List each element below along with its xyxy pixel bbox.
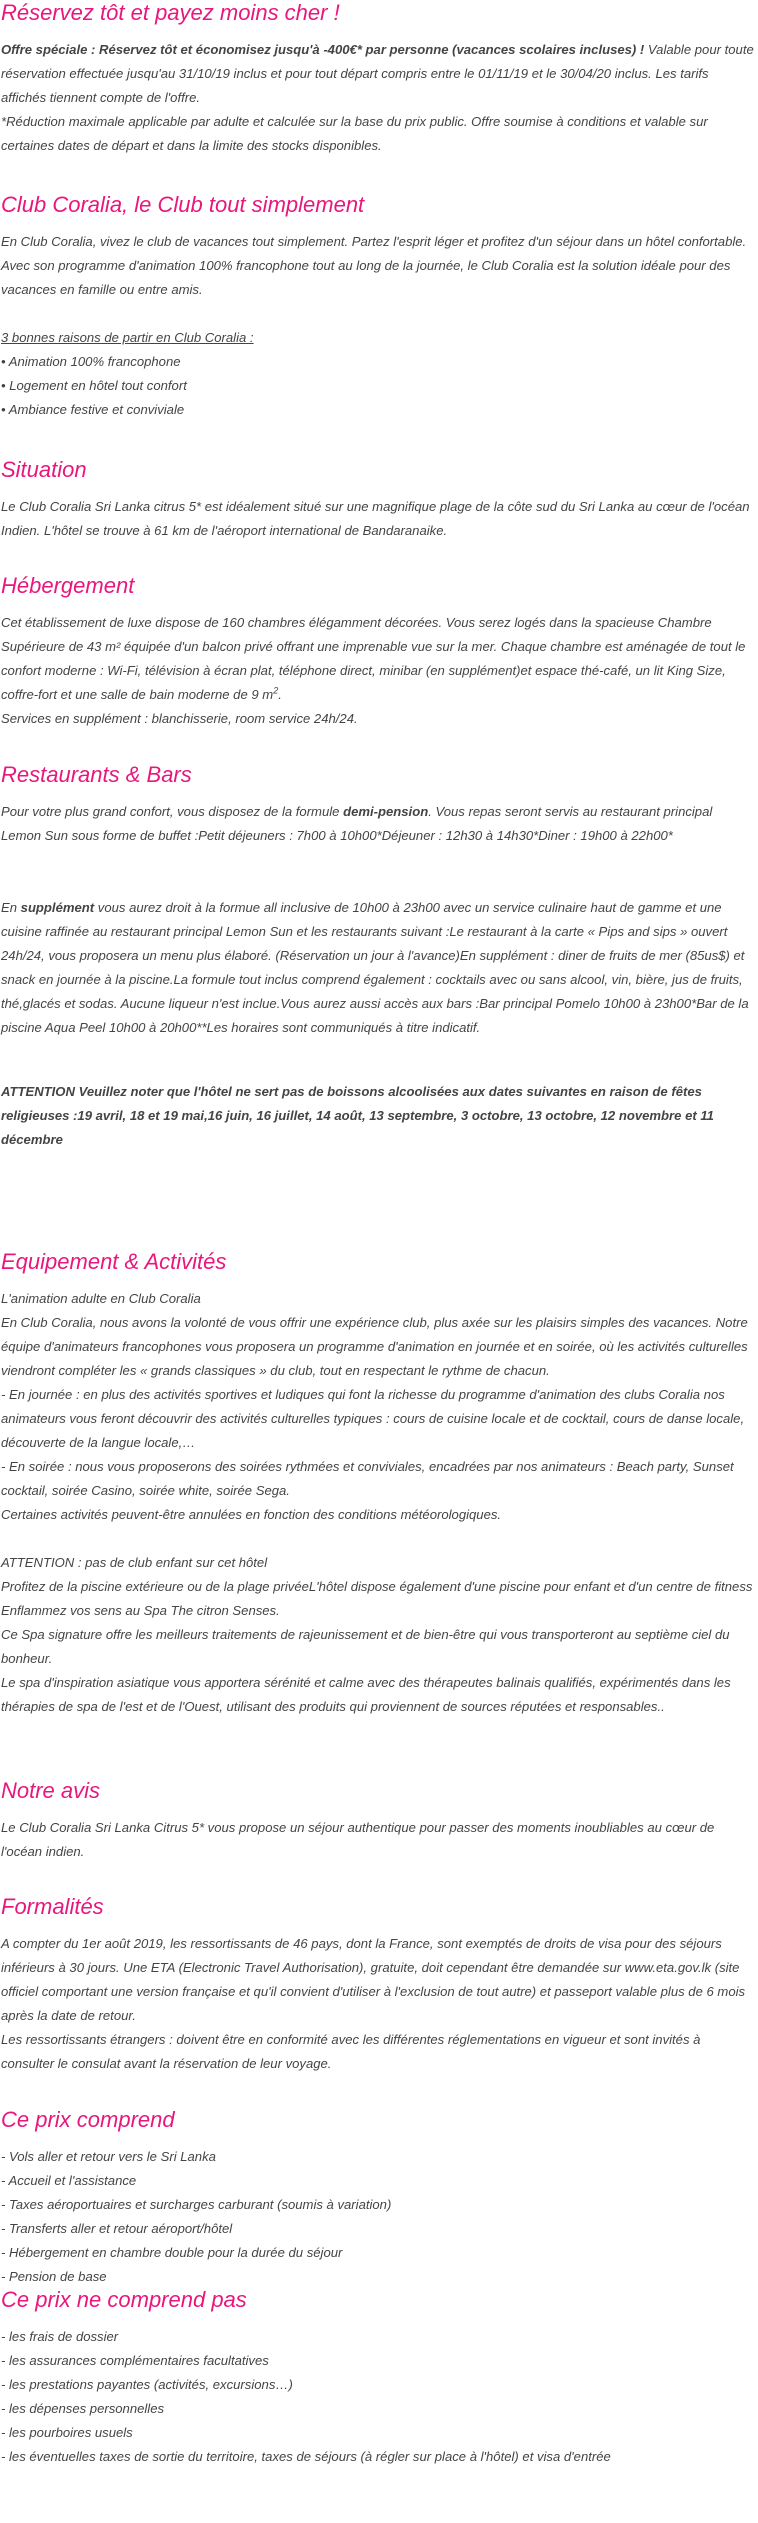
club-reason-item: • Ambiance festive et conviviale	[1, 402, 185, 417]
price-includes-item: - Accueil et l'assistance	[1, 2173, 137, 2188]
club-reason-item: • Logement en hôtel tout confort	[1, 378, 187, 393]
restaurants-all-inclusive	[1, 896, 755, 1040]
price-excludes-item: - les frais de dossier	[1, 2329, 119, 2344]
early-booking-title: Réservez tôt et payez moins cher !	[1, 0, 340, 25]
club-reason-item: • Animation 100% francophone	[1, 354, 181, 369]
price-excludes-item: - les dépenses personnelles	[1, 2401, 165, 2416]
restaurants-half-board	[1, 800, 755, 848]
restaurants-alcohol-warning: ATTENTION Veuillez noter que l'hôtel ne sert pas de boissons alcoolisées aux dates suivantes en raison de fêtes religieuses :19 avril, 18 et 19 mai,16 juin, 16 juillet, 14 août, 13 septembre, 3 octobre, 13 octobre, 12 novembre et 11 décembre	[1, 1084, 714, 1147]
price-includes-section	[1, 2107, 755, 2289]
review-text: Le Club Coralia Sri Lanka Citrus 5* vous propose un séjour authentique pour passer des moments inoubliables au cœur de l'océan indien.	[1, 1820, 715, 1859]
activities-paragraph: Le spa d'inspiration asiatique vous apportera sérénité et calme avec des thérapeutes balinais qualifiés, expérimentés dans les thérapies de spa de l'est et de l'Ouest, utilisant des produits qui proviennent de sources réputées et responsables..	[1, 1675, 731, 1714]
activities-paragraph: Ce Spa signature offre les meilleurs traitements de rajeunissement et de bien-être qui vous transporteront au septième ciel du bonheur.	[1, 1627, 730, 1666]
price-includes-title: Ce prix comprend	[1, 2107, 175, 2132]
accommodation-text-end: .	[278, 687, 282, 702]
accommodation-section	[1, 573, 755, 731]
activities-paragraph: Enflammez vos sens au Spa The citron Senses.	[1, 1603, 280, 1618]
price-excludes-item: - les pourboires usuels	[1, 2425, 133, 2440]
club-intro: En Club Coralia, vivez le club de vacances tout simplement. Partez l'esprit léger et profitez d'un séjour dans un hôtel confortable. Avec son programme d'animation 100% francophone tout au long de la journée, le Club Coralia est la solution idéale pour des vacances en famille ou entre amis.	[1, 234, 747, 297]
activities-paragraph: En Club Coralia, nous avons la volonté de vous offrir une expérience club, plus axée sur les plaisirs simples des vacances. Notre équipe d'animateurs francophones vous proposera un programme d'animation en journée et en soirée, où les activités culturelles viendront compléter les « grands classiques » du club, tout en respectant le rythme de chacun.	[1, 1315, 748, 1378]
activities-section	[1, 1249, 755, 1719]
club-title: Club Coralia, le Club tout simplement	[1, 192, 365, 217]
accommodation-title: Hébergement	[1, 573, 135, 598]
restaurants-half-board-intro: Pour votre plus grand confort, vous disposez de la formule	[1, 804, 344, 819]
activities-title: Equipement & Activités	[1, 1249, 227, 1274]
price-includes-item: - Transferts aller et retour aéroport/hôtel	[1, 2221, 233, 2236]
situation-text: Le Club Coralia Sri Lanka citrus 5* est idéalement situé sur une magnifique plage de la côte sud du Sri Lanka au cœur de l'océan Indien. L'hôtel se trouve à 61 km de l'aéroport international de Bandaranaike.	[1, 499, 750, 538]
club-section	[1, 192, 755, 422]
accommodation-description: Cet établissement de luxe dispose de 160 chambres élégamment décorées. Vous serez logés dans la spacieuse Chambre Supérieure de 43 m² équipée d'un balcon privé offrant une imprenable vue sur la mer. Chaque chambre est aménagée de tout le confort moderne : Wi-Fi, télévision à écran plat, téléphone direct, minibar (en supplément)et espace thé-café, un lit King Size, coffre-fort et une salle de bain moderne de 9 m	[1, 615, 746, 702]
early-booking-offer-highlight: Offre spéciale : Réservez tôt et économisez jusqu'à -400€* par personne (vacances scolaires incluses) !	[1, 42, 645, 57]
price-excludes-item: - les éventuelles taxes de sortie du territoire, taxes de séjours (à régler sur place à l'hôtel) et visa d'entrée	[1, 2449, 611, 2464]
early-booking-offer	[1, 38, 755, 110]
situation-section	[1, 457, 755, 543]
club-reasons-title: 3 bonnes raisons de partir en Club Coralia :	[1, 330, 254, 345]
price-includes-item: - Taxes aéroportuaires et surcharges carburant (soumis à variation)	[1, 2197, 392, 2212]
activities-paragraph: L'animation adulte en Club Coralia	[1, 1291, 201, 1306]
restaurants-all-inclusive-highlight: supplément	[20, 900, 95, 915]
restaurants-section	[1, 762, 755, 1152]
early-booking-note: *Réduction maximale applicable par adulte et calculée sur la base du prix public. Offre soumise à conditions et valable sur certaines dates de départ et dans la limite des stocks disponibles.	[1, 114, 708, 153]
activities-paragraph: - En soirée : nous vous proposerons des soirées rythmées et conviviales, encadrées par nos animateurs : Beach party, Sunset cocktail, soirée Casino, soirée white, soirée Sega.	[1, 1459, 734, 1498]
activities-paragraph: ATTENTION : pas de club enfant sur cet hôtel	[1, 1555, 268, 1570]
restaurants-all-inclusive-details: vous aurez droit à la formue all inclusive de 10h00 à 23h00 avec un service culinaire haut de gamme et une cuisine raffinée au restaurant principal Lemon Sun et les restaurants suivant :Le restaurant à la carte « Pips and sips » ouvert 24h/24, vous proposera un menu plus élaboré. (Réservation un jour à l'avance)En supplément : diner de fruits de mer (85us$) et snack en journée à la piscine.La formule tout inclus comprend également : cocktails avec ou sans alcool, vin, bière, jus de fruits, thé,glacés et sodas. Aucune liqueur n'est inclue.Vous aurez aussi accès aux bars :Bar principal Pomelo 10h00 à 23h00*Bar de la piscine Aqua Peel 10h00 à 20h00**Les horaires sont communiqués à titre indicatif.	[1, 900, 749, 1035]
formalities-section	[1, 1894, 755, 2076]
restaurants-all-inclusive-intro: En	[1, 900, 21, 915]
restaurants-title: Restaurants & Bars	[1, 762, 192, 787]
review-section	[1, 1778, 755, 1864]
activities-paragraph: Profitez de la piscine extérieure ou de la plage privéeL'hôtel dispose également d'une piscine pour enfant et d'un centre de fitness	[1, 1579, 753, 1594]
price-excludes-title: Ce prix ne comprend pas	[1, 2287, 247, 2312]
situation-title: Situation	[1, 457, 87, 482]
restaurants-half-board-highlight: demi-pension	[343, 804, 429, 819]
price-includes-item: - Pension de base	[1, 2269, 107, 2284]
formalities-visa: A compter du 1er août 2019, les ressortissants de 46 pays, dont la France, sont exemptés de droits de visa pour des séjours inférieurs à 30 jours. Une ETA (Electronic Travel Authorisation), gratuite, doit cependant être demandée sur www.eta.gov.lk (site officiel comportant une version française et qu'il convient d'utiliser à l'exclusion de tout autre) et passeport valable plus de 6 mois après la date de retour.	[1, 1936, 746, 2023]
formalities-foreigners: Les ressortissants étrangers : doivent être en conformité avec les différentes réglementations en vigueur et sont invités à consulter le consulat avant la réservation de leur voyage.	[1, 2032, 701, 2071]
restaurants-half-board-details: . Vous repas seront servis au restaurant principal Lemon Sun sous forme de buffet :Petit déjeuners : 7h00 à 10h00*Déjeuner : 12h30 à 14h30*Diner : 19h00 à 22h00*	[1, 804, 713, 843]
price-excludes-item: - les assurances complémentaires facultatives	[1, 2353, 269, 2368]
activities-paragraph: Certaines activités peuvent-être annulées en fonction des conditions météorologiques.	[1, 1507, 502, 1522]
price-excludes-item: - les prestations payantes (activités, excursions…)	[1, 2377, 293, 2392]
accommodation-services: Services en supplément : blanchisserie, room service 24h/24.	[1, 711, 358, 726]
accommodation-text	[1, 611, 755, 707]
accommodation-superscript: 2	[273, 685, 279, 696]
price-includes-item: - Hébergement en chambre double pour la durée du séjour	[1, 2245, 343, 2260]
formalities-title: Formalités	[1, 1894, 104, 1919]
early-booking-offer-details: Valable pour toute réservation effectuée jusqu'au 31/10/19 inclus et pour tout départ compris entre le 01/11/19 et le 30/04/20 inclus. Les tarifs affichés tiennent compte de l'offre.	[1, 42, 754, 105]
activities-paragraph: - En journée : en plus des activités sportives et ludiques qui font la richesse du programme d'animation des clubs Coralia nos animateurs vous feront découvrir des activités culturelles typiques : cours de cuisine locale et de cocktail, cours de danse locale, découverte de la langue locale,…	[1, 1387, 745, 1450]
review-title: Notre avis	[1, 1778, 101, 1803]
price-excludes-section	[1, 2287, 755, 2469]
early-booking-section	[1, 0, 755, 158]
price-includes-item: - Vols aller et retour vers le Sri Lanka	[1, 2149, 216, 2164]
